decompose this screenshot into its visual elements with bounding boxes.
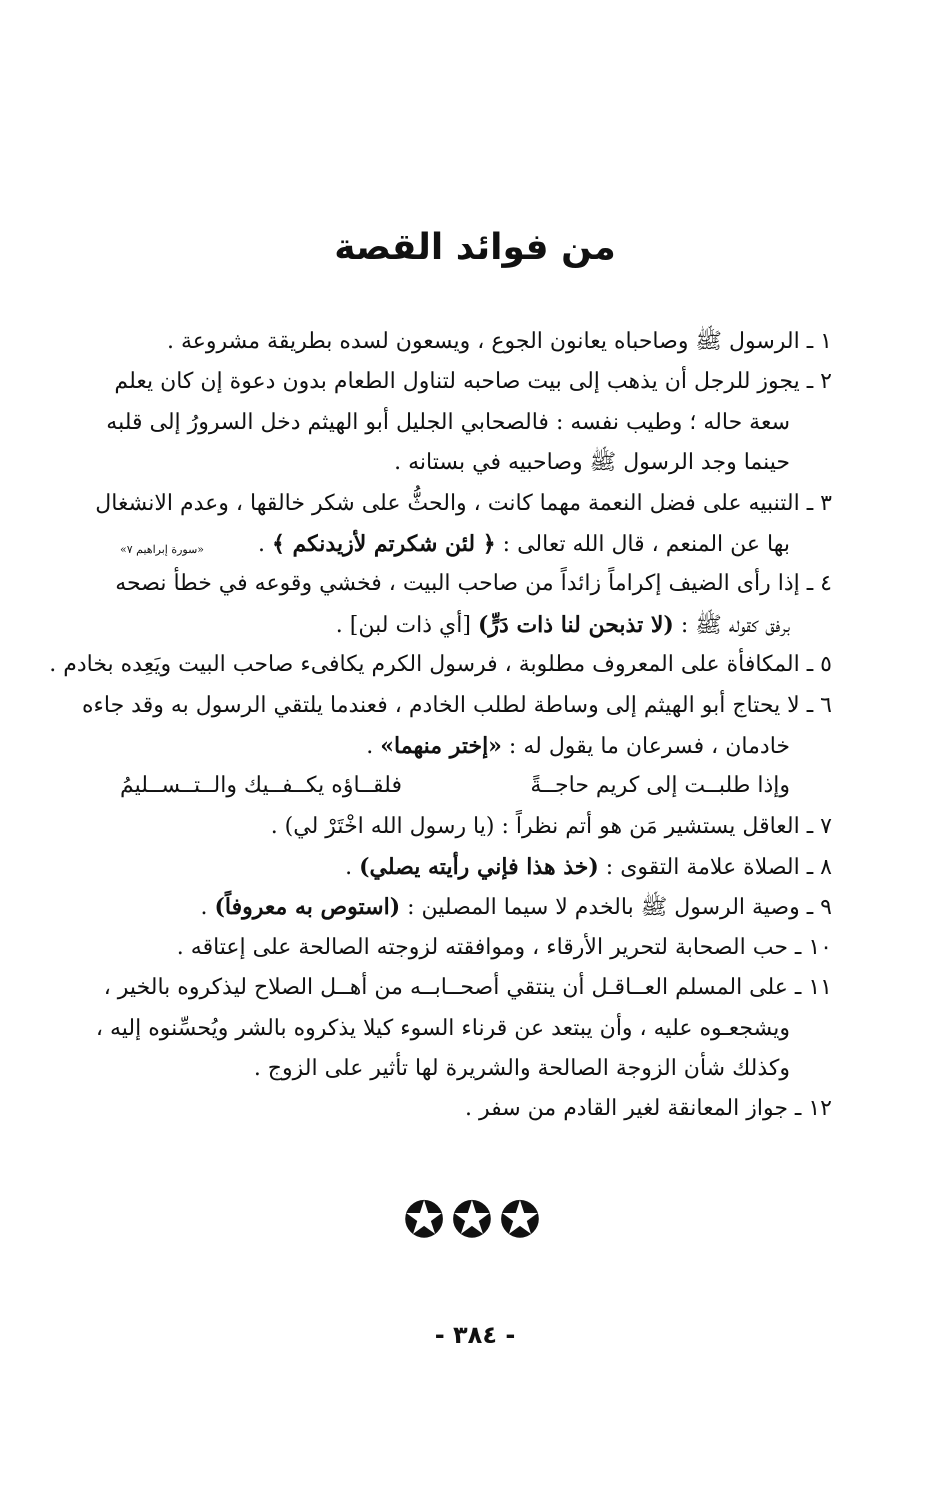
list-item-3-end: .	[257, 531, 272, 557]
poem-first-hemistich: وإذا طلبــت إلى كريم حاجــةً	[530, 773, 790, 799]
list-item-4-line-2	[120, 605, 832, 645]
list-item-4-end: [أي ذات لبن] .	[335, 612, 478, 638]
list-item-11-line-1: ١١ ـ على المسلم العــاقـل أن ينتقي أصحــابــه من أهــل الصلاح ليذكروه بالخير ،	[103, 975, 832, 1001]
list-item-7: ٧ ـ العاقل يستشير مَن هو أتم نظراً : (يا رسول الله اخْتَرْ لي) .	[270, 813, 832, 839]
list-item-8-text: ٨ ـ الصلاة علامة التقوى :	[598, 855, 832, 881]
list-item-2-line-3: حينما وجد الرسول ﷺ وصاحبيه في بستانه .	[394, 450, 790, 476]
list-item-6-end: .	[366, 733, 381, 759]
list-item-9-text: ٩ ـ وصية الرسول ﷺ بالخدم لا سيما المصلين :	[400, 895, 832, 921]
list-item-6-text: خادمان ، فسرعان ما يقول له :	[501, 733, 790, 759]
page-title: من فوائد القصة	[334, 227, 616, 268]
page-number: - ٣٨٤ -	[434, 1321, 516, 1349]
list-item-10: ١٠ ـ حب الصحابة لتحرير الأرقاء ، وموافقته لزوجته الصالحة على إعتاقه .	[176, 934, 832, 960]
list-item-3-text: بها عن المنعم ، قال الله تعالى :	[495, 531, 790, 557]
list-item-2-line-1: ٢ ـ يجوز للرجل أن يذهب إلى بيت صاحبه لتناول الطعام بدون دعوة إن كان يعلم	[114, 369, 832, 395]
benefits-list	[49, 322, 832, 1130]
quran-reference: «سورة إبراهيم ٧»	[120, 542, 205, 556]
poem-second-hemistich: فلقــاؤه يكــفــيك والــتــســليمُ	[120, 773, 402, 799]
star-ornament-icon: ✪	[498, 1191, 547, 1249]
quran-quote: ﴿ لئن شكرتم لأزيدنكم ﴾	[271, 530, 496, 557]
list-item-12: ١٢ ـ جواز المعانقة لغير القادم من سفر .	[464, 1096, 832, 1122]
list-item-2-line-2: سعة حاله ؛ وطيب نفسه : فالصحابي الجليل أبو الهيثم دخل السرورُ إلى قلبه	[106, 409, 790, 435]
list-item-6-line-2	[120, 726, 832, 766]
hadith-quote: (لا تذبحن لنا ذات دَرٍّ)	[477, 611, 674, 638]
hadith-quote: «إختر منهما»	[380, 732, 502, 759]
star-ornament-icon: ✪	[403, 1191, 452, 1249]
list-item-3-line-2	[120, 524, 832, 564]
list-item-5: ٥ ـ المكافأة على المعروف مطلوبة ، فرسول الكرم يكافىء صاحب البيت ويَعِده بخادم .	[49, 652, 832, 678]
list-item-4-text: برفق كقوله ﷺ :	[673, 612, 790, 638]
list-item-6-line-1: ٦ ـ لا يحتاج أبو الهيثم إلى وساطة لطلب الخادم ، فعندما يلتقي الرسول به وقد جاءه	[82, 692, 832, 718]
list-item-11-line-3: وكذلك شأن الزوجة الصالحة والشريرة لها تأثير على الزوج .	[253, 1056, 790, 1082]
list-item-4-line-1: ٤ ـ إذا رأى الضيف إكراماً زائداً من صاحب البيت ، فخشي وقوعه في خطأ نصحه	[115, 571, 832, 597]
hadith-quote: (خذ هذا فإني رأيته يصلي)	[359, 854, 599, 881]
list-item-1: ١ ـ الرسول ﷺ وصاحباه يعانون الجوع ، ويسعون لسده بطريقة مشروعة .	[166, 329, 832, 354]
section-ornament	[0, 1190, 950, 1250]
list-item-9	[120, 887, 832, 927]
list-item-8-end: .	[345, 855, 360, 881]
list-item-11-line-2: ويشجعـوه عليه ، وأن يبتعد عن قرناء السوء كيلا يذكروه بالشر ويُحسِّنوه إليه ،	[95, 1015, 790, 1041]
list-item-8	[120, 847, 832, 887]
star-ornament-icon: ✪	[451, 1191, 499, 1249]
poem-verse	[120, 766, 832, 806]
hadith-quote: (استوص به معروفاً)	[214, 894, 401, 921]
list-item-3-line-1: ٣ ـ التنبيه على فضل النعمة مهما كانت ، والحثُّ على شكر خالقها ، وعدم الانشغال	[95, 490, 832, 516]
list-item-9-end: .	[200, 895, 215, 921]
